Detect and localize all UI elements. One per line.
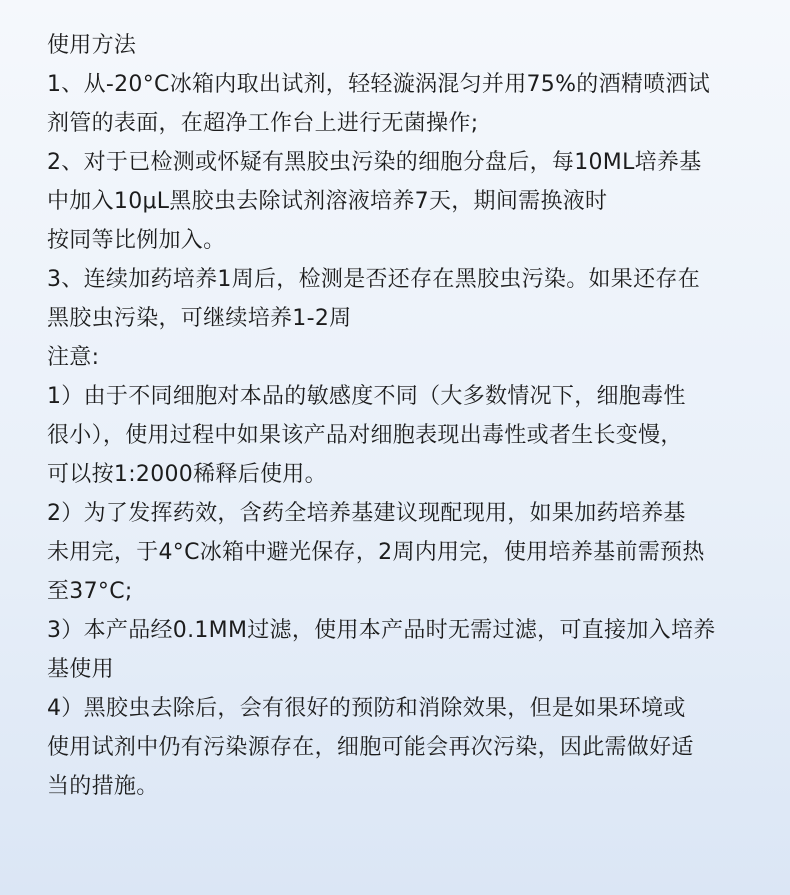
usage-step-1-line-2: 剂管的表面，在超净工作台上进行无菌操作; bbox=[47, 111, 479, 136]
note-1-line-2: 很小），使用过程中如果该产品对细胞表现出毒性或者生长变慢， bbox=[47, 423, 683, 448]
usage-step-1-line-1: 1、从-20°C冰箱内取出试剂，轻轻漩涡混匀并用75%的酒精喷洒试 bbox=[47, 72, 711, 97]
note-4-line-1: 4）黑胶虫去除后，会有很好的预防和消除效果，但是如果环境或 bbox=[47, 696, 686, 721]
usage-step-3-line-2: 黑胶虫污染，可继续培养1-2周 bbox=[47, 306, 352, 331]
note-2-line-1: 2）为了发挥药效，含药全培养基建议现配现用，如果加药培养基 bbox=[47, 501, 686, 526]
usage-step-2-line-1: 2、对于已检测或怀疑有黑胶虫污染的细胞分盘后，每10ML培养基 bbox=[47, 150, 702, 175]
note-4-line-3: 当的措施。 bbox=[47, 774, 159, 799]
usage-step-3-line-1: 3、连续加药培养1周后，检测是否还存在黑胶虫污染。如果还存在 bbox=[47, 267, 700, 292]
usage-step-2-line-3: 按同等比例加入。 bbox=[47, 228, 226, 253]
note-1-line-1: 1）由于不同细胞对本品的敏感度不同（大多数情况下，细胞毒性 bbox=[47, 384, 686, 409]
usage-step-2-line-2: 中加入10μL黑胶虫去除试剂溶液培养7天，期间需换液时 bbox=[47, 189, 608, 214]
section-title-notes: 注意: bbox=[47, 345, 100, 370]
note-3-line-2: 基使用 bbox=[47, 657, 114, 682]
note-4-line-2: 使用试剂中仍有污染源存在，细胞可能会再次污染，因此需做好适 bbox=[47, 735, 694, 760]
note-1-line-3: 可以按1:2000稀释后使用。 bbox=[47, 462, 327, 487]
note-2-line-3: 至37°C; bbox=[47, 579, 133, 604]
note-3-line-1: 3）本产品经0.1MM过滤，使用本产品时无需过滤，可直接加入培养 bbox=[47, 618, 716, 643]
note-2-line-2: 未用完，于4°C冰箱中避光保存，2周内用完，使用培养基前需预热 bbox=[47, 540, 705, 565]
usage-instructions-document bbox=[47, 26, 757, 806]
section-title-usage: 使用方法 bbox=[47, 33, 137, 58]
